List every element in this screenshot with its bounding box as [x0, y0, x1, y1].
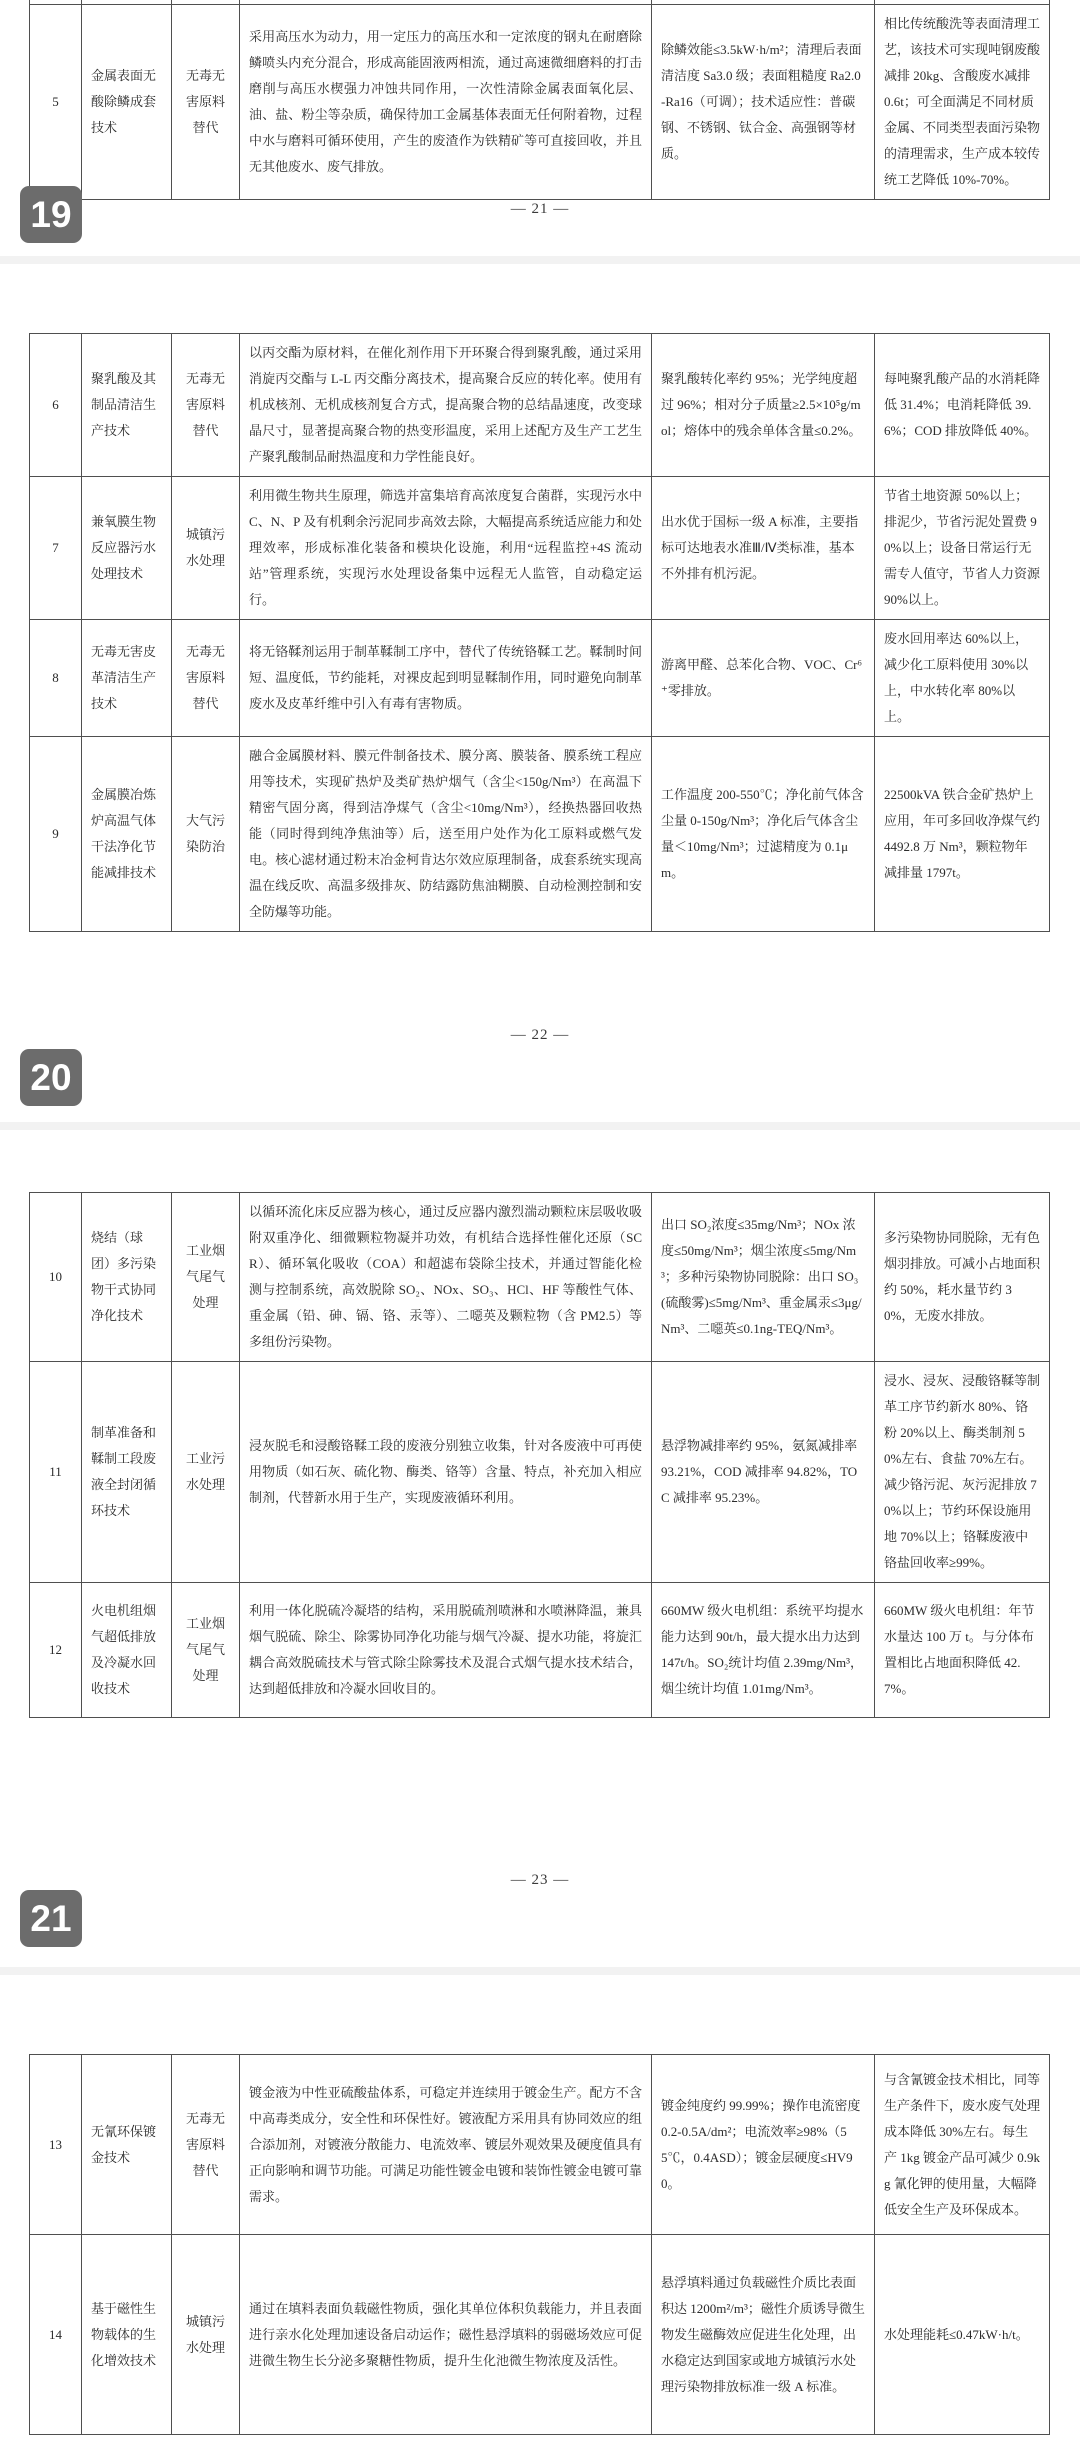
table-row — [30, 5, 1050, 200]
cell-description: 以丙交酯为原材料，在催化剂作用下开环聚合得到聚乳酸，通过采用消旋丙交酯与 L-L 丙交酯分离技术，提高聚合反应的转化率。使用有机成核剂、无机成核剂复合方式，提高聚合物的总结晶速度，改变球晶尺寸，显著提高聚合物的热变形温度，采用上述配方及生产工艺生产聚乳酸制品耐热温度和力学性能良好。 — [240, 334, 652, 477]
cell-indicators: 660MW 级火电机组：系统平均提水能力达到 90t/h，最大提水出力达到 147t/h。SO₂统计均值 2.39mg/Nm³，烟尘统计均值 1.01mg/Nm³。 — [652, 1583, 875, 1718]
cell-indicators: 悬浮物减排率约 95%，氨氮减排率 93.21%，COD 减排率 94.82%，TOC 减排率 95.23%。 — [652, 1362, 875, 1583]
cell-description: 利用微生物共生原理，筛选并富集培育高浓度复合菌群，实现污水中 C、N、P 及有机剩余污泥同步高效去除，大幅提高系统适应能力和处理效率，形成标准化装备和模块化设施，利用“远程监控+4S 流动站”管理系统，实现污水处理设备集中远程无人监管，自动稳定运行。 — [240, 477, 652, 620]
cell-description: 融合金属膜材料、膜元件制备技术、膜分离、膜装备、膜系统工程应用等技术，实现矿热炉及类矿热炉烟气（含尘<150g/Nm³）在高温下精密气固分离，得到洁净煤气（含尘<10mg/Nm³），经换热器回收热能（同时得到纯净焦油等）后，送至用户处作为化工原料或燃气发电。核心滤材通过粉末冶金柯肯达尔效应原理制备，成套系统实现高温在线反吹、高温多级排灰、防结露防焦油糊膜、自动检测控制和安全防爆等功能。 — [240, 737, 652, 932]
cell-no: 9 — [30, 737, 82, 932]
pdf-page-badge: 21 — [20, 1890, 82, 1947]
page-number-footer: — 23 — — [510, 1872, 570, 1888]
cell-no: 13 — [30, 2055, 82, 2235]
cell-no: 8 — [30, 620, 82, 737]
technology-table — [29, 333, 1050, 932]
cell-indicators: 聚乳酸转化率约 95%；光学纯度超过 96%；相对分子质量≥2.5×10⁵g/mol；熔体中的残余单体含量≤0.2%。 — [652, 334, 875, 477]
table-row — [30, 334, 1050, 477]
cell-no: 14 — [30, 2235, 82, 2435]
page-separator — [0, 1967, 1080, 1975]
cell-category: 城镇污水处理 — [172, 2235, 240, 2435]
cell-category: 城镇污水处理 — [172, 477, 240, 620]
cell-description: 镀金液为中性亚硫酸盐体系，可稳定并连续用于镀金生产。配方不含中高毒类成分，安全性和环保性好。镀液配方采用具有协同效应的组合添加剂，对镀液分散能力、电流效率、镀层外观效果及硬度值具有正向影响和调节功能。可满足功能性镀金电镀和装饰性镀金电镀可靠需求。 — [240, 2055, 652, 2235]
cell-category: 大气污染防治 — [172, 737, 240, 932]
cell-category: 工业污水处理 — [172, 1362, 240, 1583]
table-row — [30, 2055, 1050, 2235]
cell-indicators: 工作温度 200-550℃；净化前气体含尘量 0-150g/Nm³；净化后气体含尘量＜10mg/Nm³；过滤精度为 0.1μm。 — [652, 737, 875, 932]
cell-description: 浸灰脱毛和浸酸铬鞣工段的废液分别独立收集，针对各废液中可再使用物质（如石灰、硫化物、酶类、铬等）含量、特点，补充加入相应制剂，代替新水用于生产，实现废液循环利用。 — [240, 1362, 652, 1583]
document-page-23 — [0, 1192, 1080, 1967]
cell-category: 无毒无害原料替代 — [172, 5, 240, 200]
cell-tech-name: 无毒无害皮革清洁生产技术 — [82, 620, 172, 737]
cell-category: 工业烟气尾气处理 — [172, 1193, 240, 1362]
cell-category: 无毒无害原料替代 — [172, 2055, 240, 2235]
cell-tech-name: 基于磁性生物载体的生化增效技术 — [82, 2235, 172, 2435]
table-row — [30, 477, 1050, 620]
cell-description: 将无铬鞣剂运用于制革鞣制工序中，替代了传统铬鞣工艺。鞣制时间短、温度低，节约能耗，对裸皮起到明显鞣制作用，同时避免向制革废水及皮革纤维中引入有毒有害物质。 — [240, 620, 652, 737]
cell-indicators: 镀金纯度约 99.99%；操作电流密度 0.2-0.5A/dm²；电流效率≥98%（55℃，0.4ASD）；镀金层硬度≤HV90。 — [652, 2055, 875, 2235]
technology-table — [29, 2054, 1050, 2435]
cell-category: 无毒无害原料替代 — [172, 620, 240, 737]
technology-table — [29, 1192, 1050, 1718]
cell-benefits: 每吨聚乳酸产品的水消耗降低 31.4%；电消耗降低 39.6%；COD 排放降低 40%。 — [875, 334, 1050, 477]
cell-tech-name: 烧结（球团）多污染物干式协同净化技术 — [82, 1193, 172, 1362]
cell-tech-name: 制革准备和鞣制工段废液全封闭循环技术 — [82, 1362, 172, 1583]
cell-tech-name: 无氰环保镀金技术 — [82, 2055, 172, 2235]
pdf-page-badge: 20 — [20, 1049, 82, 1106]
cell-benefits: 与含氰镀金技术相比，同等生产条件下，废水废气处理成本降低 30%左右。每生产 1kg 镀金产品可减少 0.9kg 氰化钾的使用量，大幅降低安全生产及环保成本。 — [875, 2055, 1050, 2235]
page-separator — [0, 1122, 1080, 1130]
cell-benefits: 浸水、浸灰、浸酸铬鞣等制革工序节约新水 80%、铬粉 20%以上、酶类制剂 50%左右、食盐 70%左右。减少铬污泥、灰污泥排放 70%以上；节约环保设施用地 70%以上；铬鞣废液中铬盐回收率≥99%。 — [875, 1362, 1050, 1583]
cell-category: 无毒无害原料替代 — [172, 334, 240, 477]
cell-indicators: 游离甲醛、总苯化合物、VOC、Cr⁶⁺零排放。 — [652, 620, 875, 737]
table-row — [30, 2235, 1050, 2435]
cell-no: 6 — [30, 334, 82, 477]
cell-description: 通过在填料表面负载磁性物质，强化其单位体积负载能力，并且表面进行亲水化处理加速设备启动运作；磁性悬浮填料的弱磁场效应可促进微生物生长分泌多聚糖性物质，提升生化池微生物浓度及活性。 — [240, 2235, 652, 2435]
cell-tech-name: 火电机组烟气超低排放及冷凝水回收技术 — [82, 1583, 172, 1718]
cell-no: 12 — [30, 1583, 82, 1718]
page-number-footer: — 21 — — [510, 201, 570, 217]
table-row — [30, 1193, 1050, 1362]
cell-indicators: 出水优于国标一级 A 标准，主要指标可达地表水准Ⅲ/Ⅳ类标准，基本不外排有机污泥。 — [652, 477, 875, 620]
document-page-22 — [0, 333, 1080, 1122]
document-page-21 — [0, 0, 1080, 256]
cell-benefits: 节省土地资源 50%以上；排泥少，节省污泥处置费 90%以上；设备日常运行无需专人值守，节省人力资源 90%以上。 — [875, 477, 1050, 620]
cell-benefits: 水处理能耗≤0.47kW·h/t。 — [875, 2235, 1050, 2435]
cell-indicators: 悬浮填料通过负载磁性介质比表面积达 1200m²/m³；磁性介质诱导微生物发生磁酶效应促进生化处理，出水稳定达到国家或地方城镇污水处理污染物排放标准一级 A 标准。 — [652, 2235, 875, 2435]
cell-no: 10 — [30, 1193, 82, 1362]
pdf-page-badge: 19 — [20, 186, 82, 243]
cell-description: 利用一体化脱硫冷凝塔的结构，采用脱硫剂喷淋和水喷淋降温，兼具烟气脱硫、除尘、除雾协同净化功能与烟气冷凝、提水功能，将旋汇耦合高效脱硫技术与管式除尘除雾技术及混合式烟气提水技术结合，达到超低排放和冷凝水回收目的。 — [240, 1583, 652, 1718]
cell-no: 5 — [30, 5, 82, 200]
cell-description: 以循环流化床反应器为核心，通过反应器内激烈湍动颗粒床层吸收吸附双重净化、细微颗粒物凝并功效，有机结合选择性催化还原（SCR）、循环氧化吸收（COA）和超滤布袋除尘技术，并通过智能化检测与控制系统，高效脱除 SO₂、NOx、SO₃、HCl、HF 等酸性气体、重金属（铅、砷、镉、铬、汞等）、二噁英及颗粒物（含 PM2.5）等多组份污染物。 — [240, 1193, 652, 1362]
cell-tech-name: 聚乳酸及其制品清洁生产技术 — [82, 334, 172, 477]
table-row — [30, 1362, 1050, 1583]
cell-indicators: 出口 SO₂浓度≤35mg/Nm³；NOx 浓度≤50mg/Nm³；烟尘浓度≤5mg/Nm³；多种污染物协同脱除：出口 SO₃(硫酸雾)≤5mg/Nm³、重金属汞≤3μg/Nm³、二噁英≤0.1ng-TEQ/Nm³。 — [652, 1193, 875, 1362]
cell-no: 7 — [30, 477, 82, 620]
cell-benefits: 相比传统酸洗等表面清理工艺，该技术可实现吨钢废酸减排 20kg、含酸废水减排 0.6t；可全面满足不同材质金属、不同类型表面污染物的清理需求，生产成本较传统工艺降低 10%-70%。 — [875, 5, 1050, 200]
cell-benefits: 22500kVA 铁合金矿热炉上应用，年可多回收净煤气约 4492.8 万 Nm³，颗粒物年减排量 1797t。 — [875, 737, 1050, 932]
cell-benefits: 多污染物协同脱除，无有色烟羽排放。可减小占地面积约 50%，耗水量节约 30%，无废水排放。 — [875, 1193, 1050, 1362]
cell-tech-name: 金属表面无酸除鳞成套技术 — [82, 5, 172, 200]
page-separator — [0, 256, 1080, 264]
cell-description: 采用高压水为动力，用一定压力的高压水和一定浓度的钢丸在耐磨除鳞喷头内充分混合，形成高能固液两相流，通过高速微细磨料的打击磨削与高压水楔强力冲蚀共同作用，一次性清除金属表面氧化层、油、盐、粉尘等杂质，确保待加工金属基体表面无任何附着物，过程中水与磨料可循环使用，产生的废渣作为铁精矿等可直接回收，并且无其他废水、废气排放。 — [240, 5, 652, 200]
cell-indicators: 除鳞效能≤3.5kW·h/m²；清理后表面清洁度 Sa3.0 级；表面粗糙度 Ra2.0-Ra16（可调）；技术适应性：普碳钢、不锈钢、钛合金、高强钢等材质。 — [652, 5, 875, 200]
cell-benefits: 660MW 级火电机组：年节水量达 100 万 t。与分体布置相比占地面积降低 42.7%。 — [875, 1583, 1050, 1718]
technology-table — [29, 0, 1050, 200]
cell-tech-name: 兼氧膜生物反应器污水处理技术 — [82, 477, 172, 620]
page-number-footer: — 22 — — [510, 1027, 570, 1043]
table-row — [30, 1583, 1050, 1718]
cell-category: 工业烟气尾气处理 — [172, 1583, 240, 1718]
cell-benefits: 废水回用率达 60%以上，减少化工原料使用 30%以上，中水转化率 80%以上。 — [875, 620, 1050, 737]
table-row — [30, 737, 1050, 932]
document-page-24 — [0, 2054, 1080, 2430]
cell-tech-name: 金属膜冶炼炉高温气体干法净化节能减排技术 — [82, 737, 172, 932]
table-row — [30, 620, 1050, 737]
cell-no: 11 — [30, 1362, 82, 1583]
